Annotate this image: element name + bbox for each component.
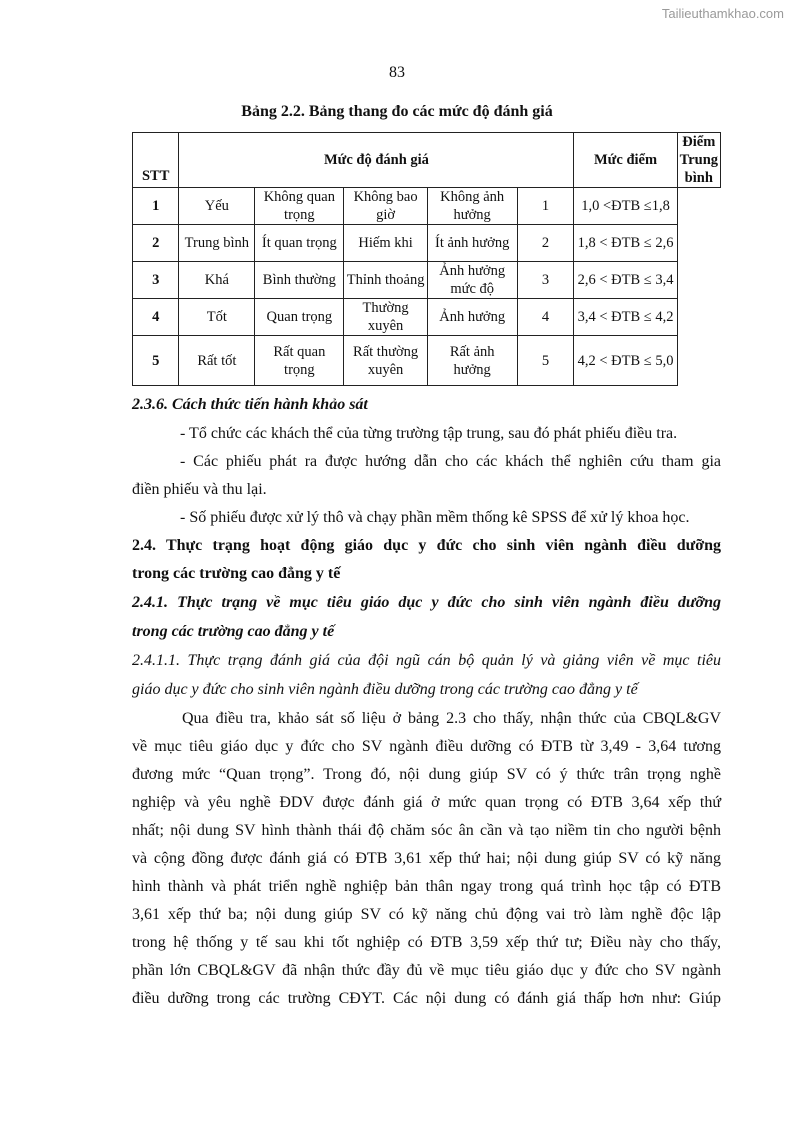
rating-scale-table <box>132 132 721 386</box>
watermark: Tailieuthamkhao.com <box>661 6 784 21</box>
table-row <box>133 262 721 299</box>
cell-importance: Ít quan trọng <box>255 225 344 262</box>
cell-range: 1,8 < ĐTB ≤ 2,6 <box>574 225 677 262</box>
paragraph-line: nghiệp và yêu nghề ĐDV được đánh giá ở mức quan trọng có ĐTB 3,64 xếp thứ <box>132 794 721 811</box>
cell-level: Rất tốt <box>179 336 255 386</box>
cell-range: 2,6 < ĐTB ≤ 3,4 <box>574 262 677 299</box>
page-number: 83 <box>389 64 405 81</box>
cell-influence: Ít ảnh hưởng <box>427 225 517 262</box>
cell-point: 5 <box>517 336 574 386</box>
cell-stt: 1 <box>133 188 179 225</box>
cell-influence: Ảnh hưởng mức độ <box>427 262 517 299</box>
bullet-line: - Số phiếu được xử lý thô và chạy phần mềm thống kê SPSS để xử lý khoa học. <box>180 509 690 526</box>
cell-importance: Bình thường <box>255 262 344 299</box>
bullet-line-continued: điền phiếu và thu lại. <box>132 481 267 498</box>
table-row <box>133 299 721 336</box>
section-heading-2-3-6: 2.3.6. Cách thức tiến hành khảo sát <box>132 396 368 413</box>
cell-stt: 2 <box>133 225 179 262</box>
section-heading-2-4-1: 2.4.1. Thực trạng về mục tiêu giáo dục y đức cho sinh viên ngành điều dưỡng <box>132 594 721 611</box>
cell-frequency: Hiếm khi <box>344 225 427 262</box>
bullet-line: - Các phiếu phát ra được hướng dẫn cho các khách thể nghiên cứu tham gia <box>180 453 721 470</box>
cell-frequency: Rất thường xuyên <box>344 336 427 386</box>
cell-importance: Rất quan trọng <box>255 336 344 386</box>
paragraph-line: về mục tiêu giáo dục y đức cho SV ngành điều dưỡng có ĐTB từ 3,49 - 3,64 tương <box>132 738 721 755</box>
cell-point: 2 <box>517 225 574 262</box>
cell-level: Tốt <box>179 299 255 336</box>
paragraph-line: Qua điều tra, khảo sát số liệu ở bảng 2.3 cho thấy, nhận thức của CBQL&GV <box>182 710 721 727</box>
cell-range: 4,2 < ĐTB ≤ 5,0 <box>574 336 677 386</box>
cell-level: Trung bình <box>179 225 255 262</box>
cell-stt: 3 <box>133 262 179 299</box>
table-header-row <box>133 133 721 188</box>
paragraph-line: đương mức “Quan trọng”. Trong đó, nội dung giúp SV có ý thức trân trọng nghề <box>132 766 721 783</box>
cell-point: 1 <box>517 188 574 225</box>
section-heading-2-4-1-1-cont: giáo dục y đức cho sinh viên ngành điều dưỡng trong các trường cao đẳng y tế <box>132 681 638 698</box>
cell-stt: 4 <box>133 299 179 336</box>
cell-influence: Rất ảnh hưởng <box>427 336 517 386</box>
table-row <box>133 336 721 386</box>
paragraph-line: trong hệ thống y tế sau khi tốt nghiệp có ĐTB 3,59 xếp thứ tư; Điều này cho thấy, <box>132 934 721 951</box>
cell-influence: Không ảnh hưởng <box>427 188 517 225</box>
table-row <box>133 188 721 225</box>
paragraph-line: và cộng đồng được đánh giá có ĐTB 3,61 xếp thứ hai; nội dung giúp SV có kỹ năng <box>132 850 721 867</box>
paragraph-line: phần lớn CBQL&GV đã nhận thức đầy đủ về mục tiêu giáo dục y đức cho SV ngành <box>132 962 721 979</box>
cell-point: 4 <box>517 299 574 336</box>
cell-range: 3,4 < ĐTB ≤ 4,2 <box>574 299 677 336</box>
cell-frequency: Thường xuyên <box>344 299 427 336</box>
cell-importance: Không quan trọng <box>255 188 344 225</box>
cell-range: 1,0 <ĐTB ≤1,8 <box>574 188 677 225</box>
cell-point: 3 <box>517 262 574 299</box>
cell-influence: Ảnh hưởng <box>427 299 517 336</box>
header-point: Mức điểm <box>574 133 677 188</box>
section-heading-2-4: 2.4. Thực trạng hoạt động giáo dục y đức cho sinh viên ngành điều dưỡng <box>132 537 721 554</box>
paragraph-line: hình thành và phát triển nghề nghiệp bản thân ngay trong quá trình học tập có ĐTB <box>132 878 721 895</box>
cell-stt: 5 <box>133 336 179 386</box>
section-heading-2-4-cont: trong các trường cao đẳng y tế <box>132 565 341 582</box>
paragraph-line: nhất; nội dung SV hình thành thái độ chăm sóc ân cần và tạo niềm tin cho người bệnh <box>132 822 721 839</box>
bullet-line: - Tổ chức các khách thể của từng trường tập trung, sau đó phát phiếu điều tra. <box>180 425 678 442</box>
header-average: Điểm Trung bình <box>677 133 720 188</box>
cell-frequency: Không bao giờ <box>344 188 427 225</box>
paragraph-line: 3,61 xếp thứ ba; nội dung giúp SV có kỹ năng chủ động vai trò làm nghề độc lập <box>132 906 721 923</box>
cell-importance: Quan trọng <box>255 299 344 336</box>
header-stt: STT <box>133 133 179 188</box>
paragraph-line: điều dưỡng trong các trường CĐYT. Các nội dung có đánh giá thấp hơn như: Giúp <box>132 990 721 1007</box>
cell-level: Yếu <box>179 188 255 225</box>
section-heading-2-4-1-cont: trong các trường cao đẳng y tế <box>132 623 335 640</box>
table-row <box>133 225 721 262</box>
header-level: Mức độ đánh giá <box>179 133 574 188</box>
cell-level: Khá <box>179 262 255 299</box>
section-heading-2-4-1-1: 2.4.1.1. Thực trạng đánh giá của đội ngũ cán bộ quản lý và giảng viên về mục tiêu <box>132 652 721 669</box>
table-title: Bảng 2.2. Bảng thang đo các mức độ đánh giá <box>241 103 553 120</box>
cell-frequency: Thỉnh thoảng <box>344 262 427 299</box>
